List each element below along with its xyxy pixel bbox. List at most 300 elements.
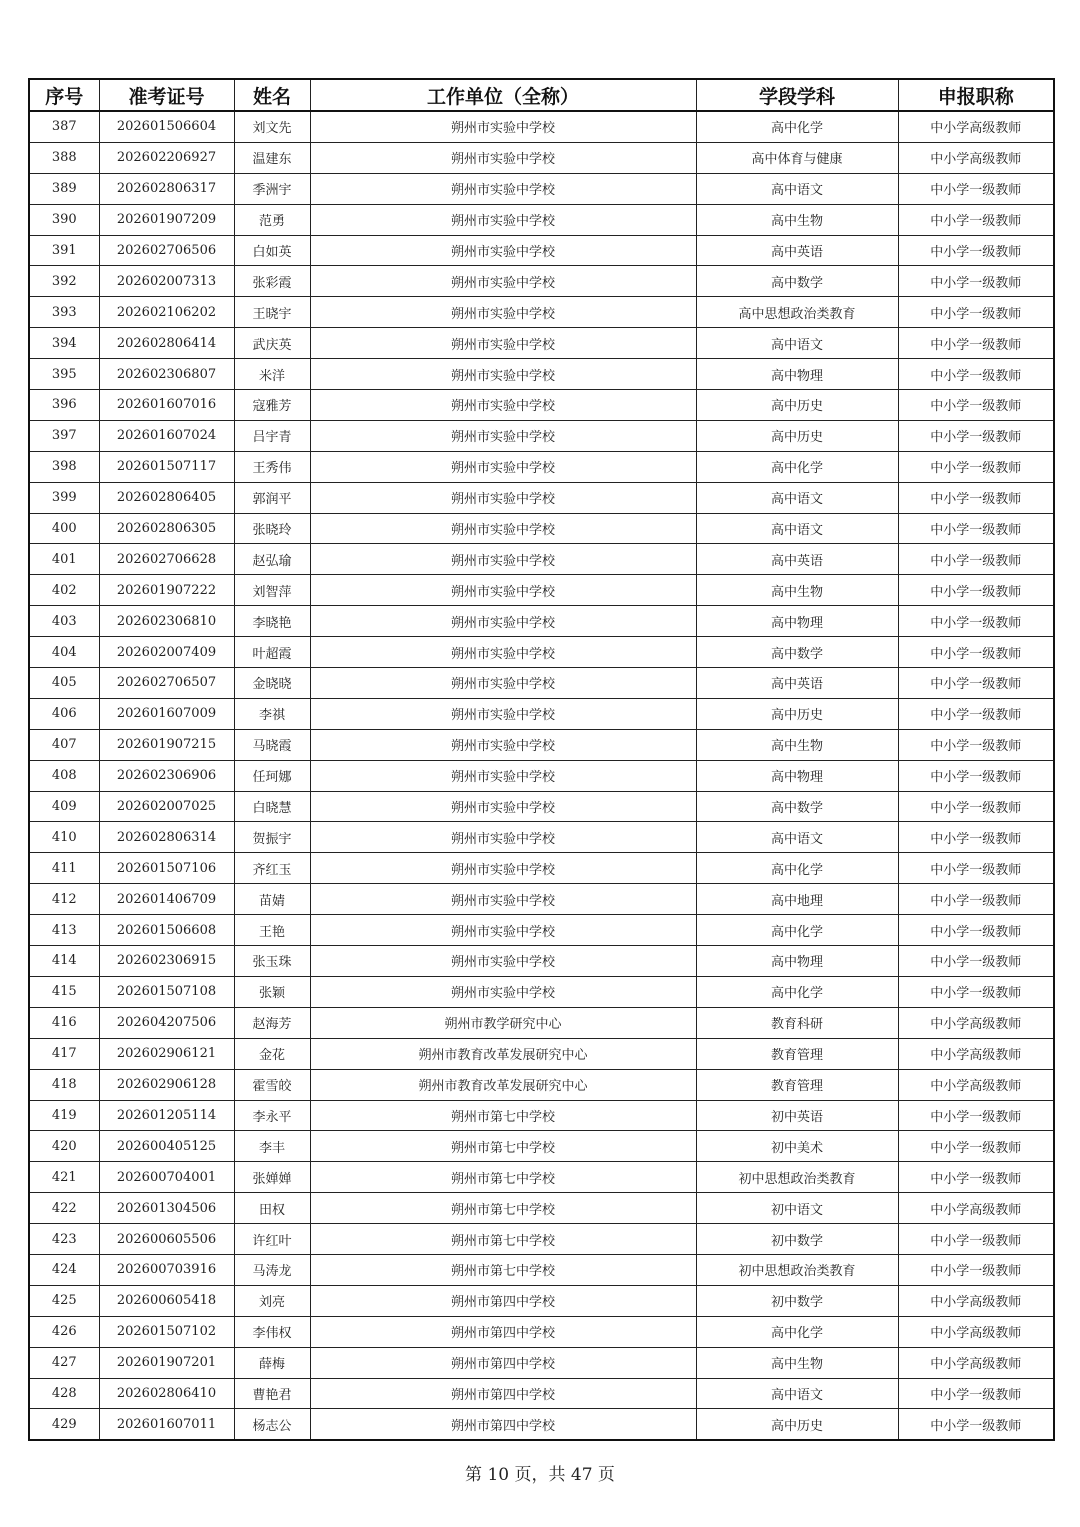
cell-exam-id: 202601507106 xyxy=(99,853,234,884)
cell-exam-id: 202600405125 xyxy=(99,1131,234,1162)
cell-work-unit: 朔州市教育改革发展研究中心 xyxy=(310,1069,696,1100)
cell-work-unit: 朔州市第四中学校 xyxy=(310,1378,696,1409)
cell-serial: 396 xyxy=(29,390,99,421)
cell-name: 米洋 xyxy=(234,359,310,390)
cell-subject: 高中物理 xyxy=(696,760,898,791)
cell-exam-id: 202602806405 xyxy=(99,482,234,513)
cell-exam-id: 202602007025 xyxy=(99,791,234,822)
cell-title: 中小学一级教师 xyxy=(898,1162,1054,1193)
table-row xyxy=(29,266,1054,297)
cell-name: 王晓宇 xyxy=(234,297,310,328)
cell-exam-id: 202601506604 xyxy=(99,111,234,142)
table-row xyxy=(29,698,1054,729)
cell-exam-id: 202601507102 xyxy=(99,1316,234,1347)
cell-work-unit: 朔州市实验中学校 xyxy=(310,791,696,822)
cell-name: 李伟权 xyxy=(234,1316,310,1347)
cell-subject: 高中化学 xyxy=(696,976,898,1007)
cell-subject: 高中思想政治类教育 xyxy=(696,297,898,328)
cell-work-unit: 朔州市实验中学校 xyxy=(310,946,696,977)
cell-exam-id: 202601205114 xyxy=(99,1100,234,1131)
cell-title: 中小学一级教师 xyxy=(898,668,1054,699)
cell-title: 中小学一级教师 xyxy=(898,822,1054,853)
cell-serial: 415 xyxy=(29,976,99,1007)
cell-name: 薛梅 xyxy=(234,1347,310,1378)
cell-title: 中小学一级教师 xyxy=(898,729,1054,760)
table-row xyxy=(29,1224,1054,1255)
cell-serial: 404 xyxy=(29,637,99,668)
table-row xyxy=(29,1254,1054,1285)
cell-work-unit: 朔州市实验中学校 xyxy=(310,884,696,915)
table-row xyxy=(29,1285,1054,1316)
cell-exam-id: 202601607016 xyxy=(99,390,234,421)
cell-name: 金花 xyxy=(234,1038,310,1069)
cell-title: 中小学一级教师 xyxy=(898,204,1054,235)
cell-name: 李永平 xyxy=(234,1100,310,1131)
cell-name: 武庆英 xyxy=(234,328,310,359)
cell-serial: 416 xyxy=(29,1007,99,1038)
cell-name: 刘亮 xyxy=(234,1285,310,1316)
cell-title: 中小学一级教师 xyxy=(898,884,1054,915)
cell-serial: 424 xyxy=(29,1254,99,1285)
cell-work-unit: 朔州市教育改革发展研究中心 xyxy=(310,1038,696,1069)
cell-exam-id: 202601907209 xyxy=(99,204,234,235)
cell-name: 张玉珠 xyxy=(234,946,310,977)
cell-title: 中小学一级教师 xyxy=(898,1100,1054,1131)
cell-serial: 402 xyxy=(29,575,99,606)
cell-work-unit: 朔州市实验中学校 xyxy=(310,853,696,884)
cell-name: 季洲宇 xyxy=(234,173,310,204)
cell-title: 中小学一级教师 xyxy=(898,1254,1054,1285)
cell-work-unit: 朔州市实验中学校 xyxy=(310,111,696,142)
table-row xyxy=(29,946,1054,977)
cell-name: 范勇 xyxy=(234,204,310,235)
cell-work-unit: 朔州市实验中学校 xyxy=(310,420,696,451)
cell-name: 赵海芳 xyxy=(234,1007,310,1038)
cell-subject: 高中历史 xyxy=(696,698,898,729)
cell-serial: 388 xyxy=(29,142,99,173)
cell-exam-id: 202602906121 xyxy=(99,1038,234,1069)
cell-title: 中小学一级教师 xyxy=(898,791,1054,822)
page-footer: 第 10 页，共 47 页 xyxy=(465,1465,615,1485)
cell-title: 中小学高级教师 xyxy=(898,111,1054,142)
cell-work-unit: 朔州市实验中学校 xyxy=(310,451,696,482)
cell-title: 中小学一级教师 xyxy=(898,451,1054,482)
cell-name: 赵弘瑜 xyxy=(234,544,310,575)
cell-serial: 398 xyxy=(29,451,99,482)
cell-exam-id: 202602306810 xyxy=(99,606,234,637)
cell-serial: 401 xyxy=(29,544,99,575)
cell-title: 中小学一级教师 xyxy=(898,606,1054,637)
cell-work-unit: 朔州市第七中学校 xyxy=(310,1193,696,1224)
cell-subject: 高中语文 xyxy=(696,1378,898,1409)
cell-subject: 高中化学 xyxy=(696,451,898,482)
cell-exam-id: 202602706507 xyxy=(99,668,234,699)
cell-serial: 423 xyxy=(29,1224,99,1255)
cell-subject: 教育科研 xyxy=(696,1007,898,1038)
cell-name: 张彩霞 xyxy=(234,266,310,297)
cell-exam-id: 202602007409 xyxy=(99,637,234,668)
cell-serial: 425 xyxy=(29,1285,99,1316)
cell-subject: 高中化学 xyxy=(696,1316,898,1347)
cell-subject: 高中英语 xyxy=(696,235,898,266)
cell-name: 张晓玲 xyxy=(234,513,310,544)
table-row xyxy=(29,853,1054,884)
cell-serial: 417 xyxy=(29,1038,99,1069)
cell-serial: 390 xyxy=(29,204,99,235)
cell-work-unit: 朔州市实验中学校 xyxy=(310,915,696,946)
cell-title: 中小学一级教师 xyxy=(898,575,1054,606)
cell-work-unit: 朔州市实验中学校 xyxy=(310,606,696,637)
cell-subject: 高中生物 xyxy=(696,204,898,235)
cell-name: 王秀伟 xyxy=(234,451,310,482)
cell-serial: 399 xyxy=(29,482,99,513)
cell-work-unit: 朔州市实验中学校 xyxy=(310,760,696,791)
cell-exam-id: 202601907222 xyxy=(99,575,234,606)
table-header-row xyxy=(29,79,1054,111)
cell-work-unit: 朔州市第七中学校 xyxy=(310,1100,696,1131)
cell-title: 中小学一级教师 xyxy=(898,637,1054,668)
cell-name: 任珂娜 xyxy=(234,760,310,791)
cell-title: 中小学一级教师 xyxy=(898,1409,1054,1440)
cell-serial: 414 xyxy=(29,946,99,977)
cell-subject: 高中数学 xyxy=(696,791,898,822)
cell-title: 中小学高级教师 xyxy=(898,1069,1054,1100)
table-row xyxy=(29,297,1054,328)
cell-title: 中小学高级教师 xyxy=(898,1316,1054,1347)
cell-work-unit: 朔州市实验中学校 xyxy=(310,976,696,1007)
cell-title: 中小学高级教师 xyxy=(898,142,1054,173)
cell-subject: 教育管理 xyxy=(696,1038,898,1069)
cell-subject: 高中化学 xyxy=(696,915,898,946)
cell-title: 中小学高级教师 xyxy=(898,1038,1054,1069)
table-row xyxy=(29,760,1054,791)
cell-subject: 初中思想政治类教育 xyxy=(696,1254,898,1285)
cell-exam-id: 202601607009 xyxy=(99,698,234,729)
cell-subject: 高中化学 xyxy=(696,853,898,884)
cell-title: 中小学一级教师 xyxy=(898,297,1054,328)
cell-serial: 400 xyxy=(29,513,99,544)
cell-title: 中小学一级教师 xyxy=(898,235,1054,266)
cell-subject: 高中生物 xyxy=(696,1347,898,1378)
cell-exam-id: 202600605418 xyxy=(99,1285,234,1316)
cell-title: 中小学一级教师 xyxy=(898,328,1054,359)
cell-work-unit: 朔州市第四中学校 xyxy=(310,1409,696,1440)
cell-name: 马晓霞 xyxy=(234,729,310,760)
cell-serial: 412 xyxy=(29,884,99,915)
table-row xyxy=(29,111,1054,142)
cell-serial: 403 xyxy=(29,606,99,637)
cell-exam-id: 202600605506 xyxy=(99,1224,234,1255)
table-row xyxy=(29,142,1054,173)
cell-serial: 407 xyxy=(29,729,99,760)
cell-work-unit: 朔州市第四中学校 xyxy=(310,1285,696,1316)
table-row xyxy=(29,1162,1054,1193)
table-row xyxy=(29,575,1054,606)
header-serial: 序号 xyxy=(29,79,99,111)
cell-work-unit: 朔州市教学研究中心 xyxy=(310,1007,696,1038)
cell-exam-id: 202601607024 xyxy=(99,420,234,451)
cell-serial: 393 xyxy=(29,297,99,328)
table-row xyxy=(29,544,1054,575)
cell-name: 齐红玉 xyxy=(234,853,310,884)
cell-name: 李丰 xyxy=(234,1131,310,1162)
cell-subject: 高中化学 xyxy=(696,111,898,142)
cell-serial: 419 xyxy=(29,1100,99,1131)
cell-subject: 高中历史 xyxy=(696,1409,898,1440)
cell-work-unit: 朔州市实验中学校 xyxy=(310,266,696,297)
cell-subject: 高中语文 xyxy=(696,173,898,204)
table-row xyxy=(29,328,1054,359)
cell-work-unit: 朔州市第四中学校 xyxy=(310,1316,696,1347)
cell-exam-id: 202601907201 xyxy=(99,1347,234,1378)
table-row xyxy=(29,1038,1054,1069)
cell-name: 寇雅芳 xyxy=(234,390,310,421)
cell-serial: 397 xyxy=(29,420,99,451)
cell-name: 霍雪皎 xyxy=(234,1069,310,1100)
table-row xyxy=(29,637,1054,668)
cell-name: 刘智萍 xyxy=(234,575,310,606)
table-row xyxy=(29,976,1054,1007)
cell-subject: 高中语文 xyxy=(696,328,898,359)
cell-serial: 421 xyxy=(29,1162,99,1193)
cell-title: 中小学一级教师 xyxy=(898,1378,1054,1409)
cell-exam-id: 202602806414 xyxy=(99,328,234,359)
cell-work-unit: 朔州市实验中学校 xyxy=(310,235,696,266)
cell-title: 中小学一级教师 xyxy=(898,266,1054,297)
cell-title: 中小学一级教师 xyxy=(898,698,1054,729)
cell-subject: 高中物理 xyxy=(696,946,898,977)
cell-serial: 392 xyxy=(29,266,99,297)
cell-work-unit: 朔州市实验中学校 xyxy=(310,204,696,235)
cell-subject: 高中语文 xyxy=(696,822,898,853)
table-row xyxy=(29,1378,1054,1409)
cell-subject: 高中英语 xyxy=(696,668,898,699)
cell-exam-id: 202602806314 xyxy=(99,822,234,853)
cell-exam-id: 202601406709 xyxy=(99,884,234,915)
cell-exam-id: 202602306915 xyxy=(99,946,234,977)
cell-serial: 427 xyxy=(29,1347,99,1378)
cell-exam-id: 202602706628 xyxy=(99,544,234,575)
table-row xyxy=(29,1131,1054,1162)
header-work-unit: 工作单位（全称） xyxy=(310,79,696,111)
cell-serial: 413 xyxy=(29,915,99,946)
cell-subject: 初中英语 xyxy=(696,1100,898,1131)
cell-exam-id: 202602106202 xyxy=(99,297,234,328)
cell-subject: 高中数学 xyxy=(696,266,898,297)
cell-subject: 初中思想政治类教育 xyxy=(696,1162,898,1193)
cell-subject: 高中物理 xyxy=(696,359,898,390)
table-row xyxy=(29,513,1054,544)
cell-serial: 389 xyxy=(29,173,99,204)
cell-work-unit: 朔州市实验中学校 xyxy=(310,328,696,359)
cell-serial: 426 xyxy=(29,1316,99,1347)
table-row xyxy=(29,729,1054,760)
cell-work-unit: 朔州市实验中学校 xyxy=(310,637,696,668)
cell-serial: 406 xyxy=(29,698,99,729)
cell-title: 中小学一级教师 xyxy=(898,513,1054,544)
table-row xyxy=(29,1193,1054,1224)
table-row xyxy=(29,822,1054,853)
cell-title: 中小学一级教师 xyxy=(898,915,1054,946)
cell-work-unit: 朔州市实验中学校 xyxy=(310,297,696,328)
cell-work-unit: 朔州市实验中学校 xyxy=(310,142,696,173)
cell-exam-id: 202602206927 xyxy=(99,142,234,173)
cell-exam-id: 202602007313 xyxy=(99,266,234,297)
cell-subject: 高中英语 xyxy=(696,544,898,575)
cell-serial: 410 xyxy=(29,822,99,853)
table-row xyxy=(29,204,1054,235)
cell-title: 中小学一级教师 xyxy=(898,544,1054,575)
cell-title: 中小学一级教师 xyxy=(898,976,1054,1007)
cell-exam-id: 202602806305 xyxy=(99,513,234,544)
cell-name: 马涛龙 xyxy=(234,1254,310,1285)
cell-serial: 394 xyxy=(29,328,99,359)
cell-subject: 初中美术 xyxy=(696,1131,898,1162)
cell-work-unit: 朔州市实验中学校 xyxy=(310,729,696,760)
cell-exam-id: 202601507117 xyxy=(99,451,234,482)
cell-serial: 387 xyxy=(29,111,99,142)
cell-work-unit: 朔州市第四中学校 xyxy=(310,1347,696,1378)
cell-name: 王艳 xyxy=(234,915,310,946)
cell-work-unit: 朔州市实验中学校 xyxy=(310,575,696,606)
cell-subject: 初中数学 xyxy=(696,1285,898,1316)
cell-serial: 418 xyxy=(29,1069,99,1100)
cell-title: 中小学高级教师 xyxy=(898,1007,1054,1038)
cell-exam-id: 202601304506 xyxy=(99,1193,234,1224)
cell-title: 中小学一级教师 xyxy=(898,1131,1054,1162)
cell-work-unit: 朔州市实验中学校 xyxy=(310,359,696,390)
cell-name: 张颖 xyxy=(234,976,310,1007)
table-row xyxy=(29,451,1054,482)
cell-name: 李晓艳 xyxy=(234,606,310,637)
cell-subject: 高中物理 xyxy=(696,606,898,637)
table-row xyxy=(29,482,1054,513)
cell-exam-id: 202600704001 xyxy=(99,1162,234,1193)
roster-table-container xyxy=(28,78,1053,1441)
cell-subject: 初中语文 xyxy=(696,1193,898,1224)
cell-subject: 高中生物 xyxy=(696,575,898,606)
cell-serial: 405 xyxy=(29,668,99,699)
cell-exam-id: 202602806317 xyxy=(99,173,234,204)
cell-title: 中小学一级教师 xyxy=(898,359,1054,390)
cell-work-unit: 朔州市第七中学校 xyxy=(310,1254,696,1285)
header-subject: 学段学科 xyxy=(696,79,898,111)
cell-serial: 422 xyxy=(29,1193,99,1224)
cell-title: 中小学一级教师 xyxy=(898,420,1054,451)
cell-subject: 高中历史 xyxy=(696,420,898,451)
table-row xyxy=(29,791,1054,822)
cell-title: 中小学一级教师 xyxy=(898,482,1054,513)
table-row xyxy=(29,359,1054,390)
cell-name: 贺振宇 xyxy=(234,822,310,853)
cell-exam-id: 202601907215 xyxy=(99,729,234,760)
cell-work-unit: 朔州市第七中学校 xyxy=(310,1224,696,1255)
cell-work-unit: 朔州市实验中学校 xyxy=(310,544,696,575)
table-row xyxy=(29,1409,1054,1440)
cell-name: 吕宇青 xyxy=(234,420,310,451)
cell-subject: 高中数学 xyxy=(696,637,898,668)
header-name: 姓名 xyxy=(234,79,310,111)
cell-serial: 411 xyxy=(29,853,99,884)
cell-subject: 高中体育与健康 xyxy=(696,142,898,173)
cell-exam-id: 202602806410 xyxy=(99,1378,234,1409)
cell-subject: 初中数学 xyxy=(696,1224,898,1255)
table-row xyxy=(29,1100,1054,1131)
table-row xyxy=(29,884,1054,915)
cell-exam-id: 202602706506 xyxy=(99,235,234,266)
cell-serial: 408 xyxy=(29,760,99,791)
cell-title: 中小学高级教师 xyxy=(898,1285,1054,1316)
cell-title: 中小学高级教师 xyxy=(898,1347,1054,1378)
table-body xyxy=(29,111,1054,1440)
cell-name: 苗婧 xyxy=(234,884,310,915)
cell-subject: 高中地理 xyxy=(696,884,898,915)
cell-serial: 395 xyxy=(29,359,99,390)
cell-exam-id: 202602306807 xyxy=(99,359,234,390)
table-row xyxy=(29,606,1054,637)
cell-exam-id: 202602906128 xyxy=(99,1069,234,1100)
cell-serial: 391 xyxy=(29,235,99,266)
cell-exam-id: 202602306906 xyxy=(99,760,234,791)
table-row xyxy=(29,173,1054,204)
cell-title: 中小学高级教师 xyxy=(898,1193,1054,1224)
cell-exam-id: 202601507108 xyxy=(99,976,234,1007)
cell-title: 中小学一级教师 xyxy=(898,760,1054,791)
cell-name: 叶超霞 xyxy=(234,637,310,668)
cell-name: 白如英 xyxy=(234,235,310,266)
cell-title: 中小学一级教师 xyxy=(898,390,1054,421)
cell-subject: 高中生物 xyxy=(696,729,898,760)
cell-exam-id: 202601506608 xyxy=(99,915,234,946)
header-title: 申报职称 xyxy=(898,79,1054,111)
cell-work-unit: 朔州市实验中学校 xyxy=(310,698,696,729)
cell-name: 田权 xyxy=(234,1193,310,1224)
cell-name: 李祺 xyxy=(234,698,310,729)
cell-exam-id: 202601607011 xyxy=(99,1409,234,1440)
cell-name: 温建东 xyxy=(234,142,310,173)
cell-name: 郭润平 xyxy=(234,482,310,513)
table-row xyxy=(29,1347,1054,1378)
cell-work-unit: 朔州市实验中学校 xyxy=(310,173,696,204)
table-row xyxy=(29,420,1054,451)
cell-name: 杨志公 xyxy=(234,1409,310,1440)
cell-work-unit: 朔州市实验中学校 xyxy=(310,822,696,853)
cell-title: 中小学一级教师 xyxy=(898,853,1054,884)
table-row xyxy=(29,668,1054,699)
table-row xyxy=(29,235,1054,266)
cell-serial: 420 xyxy=(29,1131,99,1162)
cell-name: 张婵婵 xyxy=(234,1162,310,1193)
table-row xyxy=(29,1316,1054,1347)
cell-subject: 高中语文 xyxy=(696,482,898,513)
cell-name: 许红叶 xyxy=(234,1224,310,1255)
cell-name: 刘文先 xyxy=(234,111,310,142)
cell-exam-id: 202600703916 xyxy=(99,1254,234,1285)
cell-work-unit: 朔州市实验中学校 xyxy=(310,482,696,513)
cell-work-unit: 朔州市实验中学校 xyxy=(310,668,696,699)
cell-work-unit: 朔州市实验中学校 xyxy=(310,390,696,421)
cell-title: 中小学一级教师 xyxy=(898,1224,1054,1255)
cell-subject: 教育管理 xyxy=(696,1069,898,1100)
header-exam-id: 准考证号 xyxy=(99,79,234,111)
table-row xyxy=(29,390,1054,421)
cell-subject: 高中历史 xyxy=(696,390,898,421)
table-row xyxy=(29,915,1054,946)
cell-serial: 429 xyxy=(29,1409,99,1440)
roster-table xyxy=(28,78,1055,1441)
cell-work-unit: 朔州市第七中学校 xyxy=(310,1162,696,1193)
cell-title: 中小学一级教师 xyxy=(898,946,1054,977)
